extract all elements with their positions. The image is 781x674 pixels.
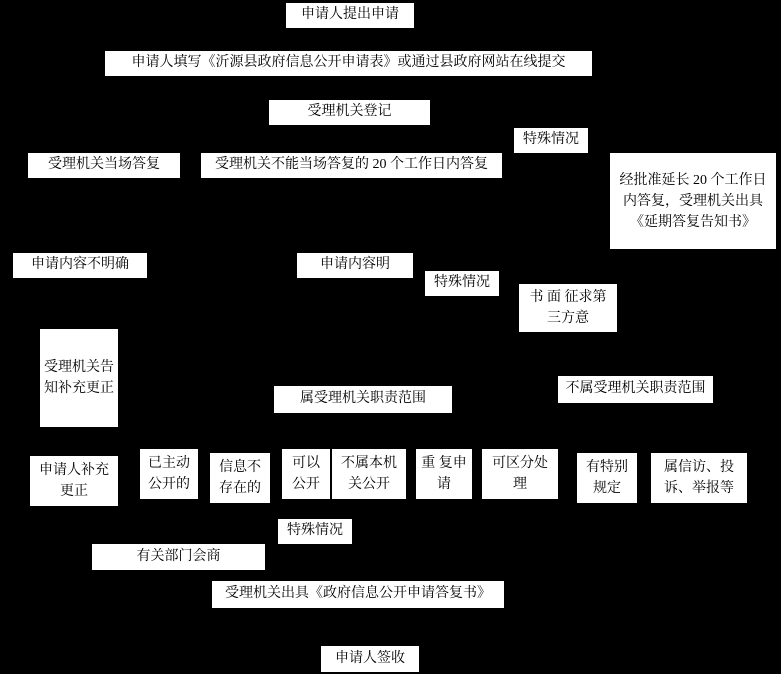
flowchart-node-n19: 不属本机关公开 [331, 448, 407, 500]
flowchart-node-n02: 申请人填写《沂源县政府信息公开申请表》或通过县政府网站在线提交 [104, 50, 593, 77]
flowchart-node-n27: 申请人签收 [320, 645, 420, 673]
flowchart-node-n08: 申请内容不明确 [12, 252, 148, 279]
flowchart-node-n10: 特殊情况 [424, 270, 500, 297]
flowchart-node-n21: 可区分处理 [481, 448, 559, 500]
flowchart-node-n03: 受理机关登记 [268, 99, 431, 126]
flowchart-node-n17: 信息不存在的 [209, 452, 271, 504]
flowchart-node-n09: 申请内容明 [296, 252, 414, 279]
flowchart-node-n15: 申请人补充更正 [29, 455, 119, 507]
flowchart-node-n18: 可以公开 [281, 448, 331, 500]
flowchart-node-n22: 有特别规定 [576, 452, 638, 504]
flowchart-node-n16: 已主动公开的 [139, 448, 199, 500]
flowchart-node-n25: 有关部门会商 [91, 543, 266, 571]
flowchart-node-n26: 受理机关出具《政府信息公开申请答复书》 [211, 580, 505, 609]
flowchart-node-n11: 书 面 征求第三方意 [518, 283, 618, 333]
flowchart-node-n06: 受理机关不能当场答复的 20 个工作日内答复 [200, 152, 503, 179]
flowchart-node-n01: 申请人提出申请 [285, 2, 415, 29]
flowchart-node-n07: 经批准延长 20 个工作日内答复，受理机关出具《延期答复告知书》 [609, 152, 777, 250]
flowchart-node-n04: 特殊情况 [513, 127, 589, 154]
flowchart-node-n12: 受理机关告知补充更正 [39, 328, 119, 428]
flowchart-node-n23: 属信访、投诉、举报等 [650, 452, 748, 504]
flowchart-node-n14: 不属受理机关职责范围 [557, 375, 714, 404]
flowchart-node-n20: 重 复申请 [415, 448, 473, 500]
flowchart-node-n13: 属受理机关职责范围 [273, 385, 453, 414]
flowchart-node-n05: 受理机关当场答复 [27, 152, 181, 179]
flowchart-node-n24: 特殊情况 [277, 518, 353, 545]
